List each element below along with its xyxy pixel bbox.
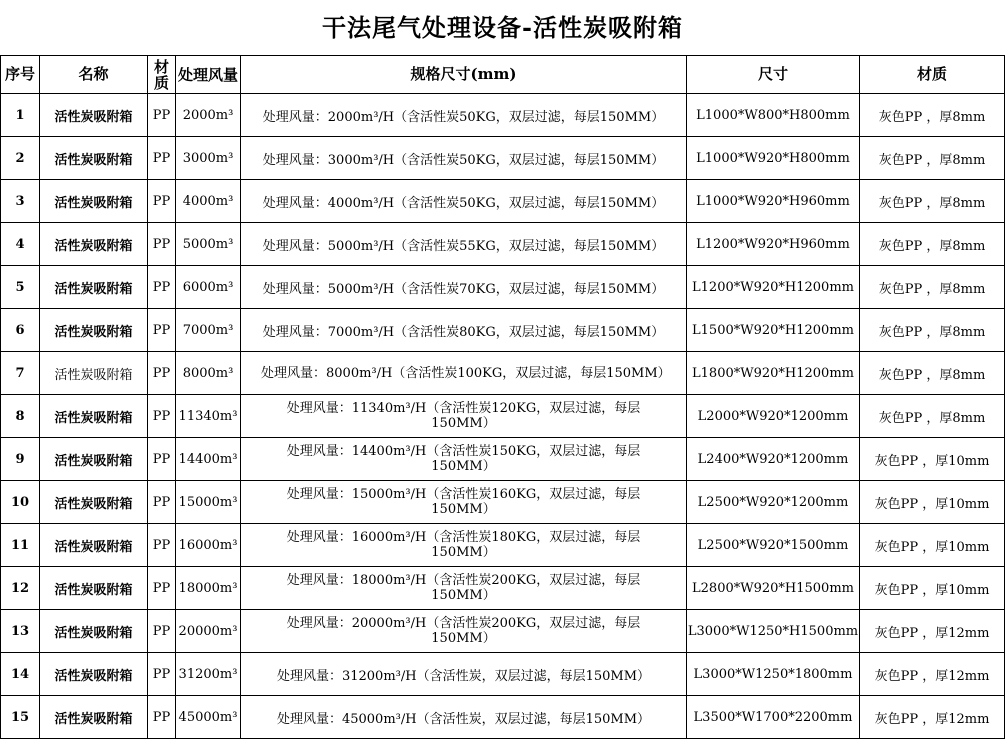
cell-material: 灰色PP ，厚10mm (860, 481, 1005, 524)
cell-airflow: 18000m³ (176, 567, 241, 610)
cell-spec: 处理风量：11340m³/H（含活性炭120KG，双层过滤，每层150MM） (241, 395, 687, 438)
cell-material: 灰色PP ，厚10mm (860, 438, 1005, 481)
cell-dimension: L3000*W1250*H1500mm (687, 610, 860, 653)
table-row (1, 524, 1005, 567)
cell-spec: 处理风量：14400m³/H（含活性炭150KG，双层过滤，每层150MM） (241, 438, 687, 481)
cell-mat: PP (148, 610, 176, 653)
cell-dimension: L1500*W920*H1200mm (687, 309, 860, 352)
cell-mat: PP (148, 137, 176, 180)
cell-index: 5 (1, 266, 40, 309)
cell-airflow: 14400m³ (176, 438, 241, 481)
cell-airflow: 7000m³ (176, 309, 241, 352)
cell-name: 活性炭吸附箱 (40, 137, 148, 180)
cell-name: 活性炭吸附箱 (40, 223, 148, 266)
cell-airflow: 45000m³ (176, 696, 241, 739)
table-row (1, 266, 1005, 309)
cell-spec: 处理风量：45000m³/H（含活性炭，双层过滤，每层150MM） (241, 696, 687, 739)
cell-mat: PP (148, 395, 176, 438)
cell-material: 灰色PP ，厚8mm (860, 137, 1005, 180)
cell-airflow: 5000m³ (176, 223, 241, 266)
cell-spec: 处理风量：7000m³/H（含活性炭80KG，双层过滤，每层150MM） (241, 309, 687, 352)
cell-name: 活性炭吸附箱 (40, 94, 148, 137)
cell-airflow: 16000m³ (176, 524, 241, 567)
table-row (1, 352, 1005, 395)
cell-spec: 处理风量：15000m³/H（含活性炭160KG，双层过滤，每层150MM） (241, 481, 687, 524)
cell-index: 8 (1, 395, 40, 438)
cell-name: 活性炭吸附箱 (40, 438, 148, 481)
cell-mat: PP (148, 696, 176, 739)
cell-dimension: L1800*W920*H1200mm (687, 352, 860, 395)
cell-mat: PP (148, 223, 176, 266)
cell-material: 灰色PP ，厚8mm (860, 94, 1005, 137)
cell-material: 灰色PP ，厚8mm (860, 266, 1005, 309)
cell-airflow: 3000m³ (176, 137, 241, 180)
sheet-title: 干法尾气处理设备-活性炭吸附箱 (322, 13, 683, 42)
cell-spec: 处理风量：31200m³/H（含活性炭，双层过滤，每层150MM） (241, 653, 687, 696)
cell-spec: 处理风量：3000m³/H（含活性炭50KG，双层过滤，每层150MM） (241, 137, 687, 180)
cell-index: 12 (1, 567, 40, 610)
cell-spec: 处理风量：8000m³/H（含活性炭100KG，双层过滤，每层150MM） (241, 352, 687, 395)
cell-name: 活性炭吸附箱 (40, 352, 148, 395)
cell-mat: PP (148, 309, 176, 352)
cell-airflow: 8000m³ (176, 352, 241, 395)
equipment-table (0, 55, 1005, 739)
cell-airflow: 6000m³ (176, 266, 241, 309)
cell-index: 3 (1, 180, 40, 223)
table-row (1, 481, 1005, 524)
cell-dimension: L2500*W920*1500mm (687, 524, 860, 567)
cell-index: 11 (1, 524, 40, 567)
table-row (1, 653, 1005, 696)
cell-name: 活性炭吸附箱 (40, 180, 148, 223)
cell-material: 灰色PP ，厚12mm (860, 653, 1005, 696)
cell-airflow: 31200m³ (176, 653, 241, 696)
table-row (1, 696, 1005, 739)
cell-name: 活性炭吸附箱 (40, 567, 148, 610)
cell-mat: PP (148, 266, 176, 309)
cell-name: 活性炭吸附箱 (40, 653, 148, 696)
header-dimension: 尺寸 (687, 56, 860, 94)
header-material: 材质 (860, 56, 1005, 94)
cell-dimension: L2800*W920*H1500mm (687, 567, 860, 610)
table-row (1, 309, 1005, 352)
cell-mat: PP (148, 94, 176, 137)
cell-spec: 处理风量：18000m³/H（含活性炭200KG，双层过滤，每层150MM） (241, 567, 687, 610)
cell-index: 10 (1, 481, 40, 524)
cell-dimension: L1200*W920*H1200mm (687, 266, 860, 309)
cell-dimension: L1200*W920*H960mm (687, 223, 860, 266)
header-index: 序号 (1, 56, 40, 94)
table-row (1, 180, 1005, 223)
cell-name: 活性炭吸附箱 (40, 395, 148, 438)
cell-material: 灰色PP ，厚12mm (860, 610, 1005, 653)
cell-dimension: L1000*W920*H960mm (687, 180, 860, 223)
cell-mat: PP (148, 524, 176, 567)
table-row (1, 438, 1005, 481)
cell-name: 活性炭吸附箱 (40, 266, 148, 309)
cell-spec: 处理风量：5000m³/H（含活性炭55KG，双层过滤，每层150MM） (241, 223, 687, 266)
cell-material: 灰色PP ，厚8mm (860, 395, 1005, 438)
cell-dimension: L3500*W1700*2200mm (687, 696, 860, 739)
cell-name: 活性炭吸附箱 (40, 309, 148, 352)
cell-spec: 处理风量：16000m³/H（含活性炭180KG，双层过滤，每层150MM） (241, 524, 687, 567)
cell-index: 14 (1, 653, 40, 696)
cell-mat: PP (148, 481, 176, 524)
cell-name: 活性炭吸附箱 (40, 610, 148, 653)
cell-mat: PP (148, 653, 176, 696)
cell-index: 1 (1, 94, 40, 137)
header-spec: 规格尺寸(mm) (241, 56, 687, 94)
cell-spec: 处理风量：2000m³/H（含活性炭50KG，双层过滤，每层150MM） (241, 94, 687, 137)
cell-index: 9 (1, 438, 40, 481)
cell-index: 15 (1, 696, 40, 739)
table-row (1, 395, 1005, 438)
cell-name: 活性炭吸附箱 (40, 481, 148, 524)
cell-index: 7 (1, 352, 40, 395)
cell-material: 灰色PP ，厚8mm (860, 180, 1005, 223)
header-material-short: 材质 (148, 56, 176, 94)
cell-material: 灰色PP ，厚12mm (860, 696, 1005, 739)
header-row (1, 56, 1005, 94)
cell-material: 灰色PP ，厚8mm (860, 223, 1005, 266)
cell-dimension: L2500*W920*1200mm (687, 481, 860, 524)
cell-airflow: 15000m³ (176, 481, 241, 524)
cell-index: 4 (1, 223, 40, 266)
table-row (1, 137, 1005, 180)
table-row (1, 223, 1005, 266)
cell-material: 灰色PP ，厚10mm (860, 567, 1005, 610)
cell-material: 灰色PP ，厚8mm (860, 309, 1005, 352)
cell-index: 2 (1, 137, 40, 180)
cell-mat: PP (148, 567, 176, 610)
cell-airflow: 20000m³ (176, 610, 241, 653)
table-row (1, 610, 1005, 653)
cell-spec: 处理风量：4000m³/H（含活性炭50KG，双层过滤，每层150MM） (241, 180, 687, 223)
cell-mat: PP (148, 438, 176, 481)
cell-index: 13 (1, 610, 40, 653)
cell-dimension: L2400*W920*1200mm (687, 438, 860, 481)
cell-mat: PP (148, 352, 176, 395)
cell-material: 灰色PP ，厚10mm (860, 524, 1005, 567)
cell-dimension: L1000*W800*H800mm (687, 94, 860, 137)
cell-dimension: L3000*W1250*1800mm (687, 653, 860, 696)
cell-airflow: 4000m³ (176, 180, 241, 223)
cell-dimension: L2000*W920*1200mm (687, 395, 860, 438)
cell-spec: 处理风量：5000m³/H（含活性炭70KG，双层过滤，每层150MM） (241, 266, 687, 309)
cell-spec: 处理风量：20000m³/H（含活性炭200KG，双层过滤，每层150MM） (241, 610, 687, 653)
cell-airflow: 11340m³ (176, 395, 241, 438)
cell-airflow: 2000m³ (176, 94, 241, 137)
cell-index: 6 (1, 309, 40, 352)
header-airflow: 处理风量 (176, 56, 241, 94)
cell-mat: PP (148, 180, 176, 223)
table-row (1, 567, 1005, 610)
cell-name: 活性炭吸附箱 (40, 524, 148, 567)
table-row (1, 94, 1005, 137)
cell-name: 活性炭吸附箱 (40, 696, 148, 739)
cell-dimension: L1000*W920*H800mm (687, 137, 860, 180)
header-name: 名称 (40, 56, 148, 94)
cell-material: 灰色PP ，厚8mm (860, 352, 1005, 395)
